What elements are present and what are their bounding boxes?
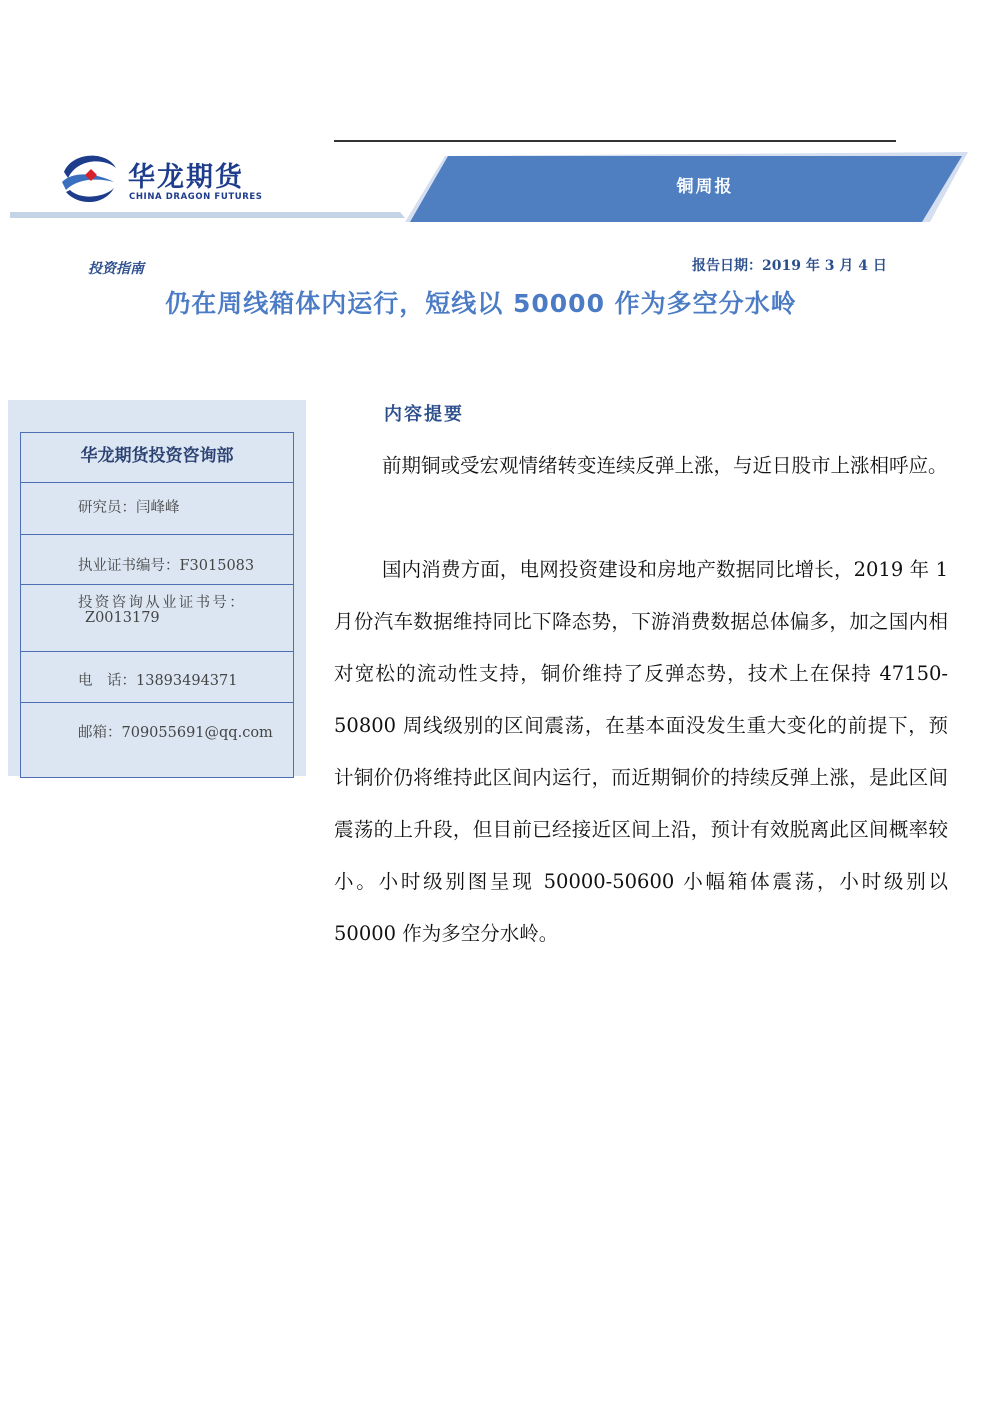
department-row bbox=[21, 433, 293, 483]
contact-info-box bbox=[20, 432, 294, 778]
brand-name-en: CHINA DRAGON FUTURES bbox=[129, 192, 263, 202]
phone-row bbox=[21, 652, 293, 703]
china-dragon-futures-logo-icon bbox=[58, 148, 122, 208]
category-label: 投资指南 bbox=[88, 261, 144, 277]
brand-name-cn: 华龙期货 bbox=[128, 162, 244, 193]
license-row bbox=[21, 535, 293, 585]
report-type-title: 铜周报 bbox=[676, 177, 734, 197]
headline: 仍在周线箱体内运行，短线以 50000 作为多空分水岭 bbox=[165, 289, 797, 318]
summary-paragraph: 国内消费方面，电网投资建设和房地产数据同比增长，2019 年 1 月份汽车数据维持同比下降态势，下游消费数据总体偏多，加之国内相对宽松的流动性支持，铜价维持了反弹态势，技术上在保持 47150-50800 周线级别的区间震荡，在基本面没发生重大变化的前提下，预计铜价仍将维持此区间内运行，而近期铜价的持续反弹上涨，是此区间震荡的上升段，但目前已经接近区间上沿，预计有效脱离此区间概率较小。小时级别图呈现 50000-50600 小幅箱体震荡，小时级别以 50000 作为多空分水岭。 bbox=[334, 558, 948, 945]
consult-license-row bbox=[21, 585, 293, 652]
phone-number: 电 话：13893494371 bbox=[78, 673, 238, 689]
researcher-row bbox=[21, 483, 293, 535]
header-rule bbox=[334, 140, 896, 142]
consult-license-number: Z0013179 bbox=[85, 610, 160, 626]
department-name: 华龙期货投资咨询部 bbox=[80, 446, 234, 466]
summary-paragraph: 前期铜或受宏观情绪转变连续反弹上涨，与近日股市上涨相呼应。 bbox=[382, 454, 948, 477]
email-row bbox=[21, 703, 293, 777]
researcher-name: 研究员：闫峰峰 bbox=[78, 500, 180, 516]
summary-title: 内容提要 bbox=[384, 404, 464, 425]
email-address: 邮箱：709055691@qq.com bbox=[78, 725, 273, 741]
license-number: 执业证书编号：F3015083 bbox=[78, 558, 255, 574]
report-date: 报告日期：2019 年 3 月 4 日 bbox=[692, 258, 887, 274]
consult-license-label: 投资咨询从业证书号： bbox=[78, 595, 246, 611]
